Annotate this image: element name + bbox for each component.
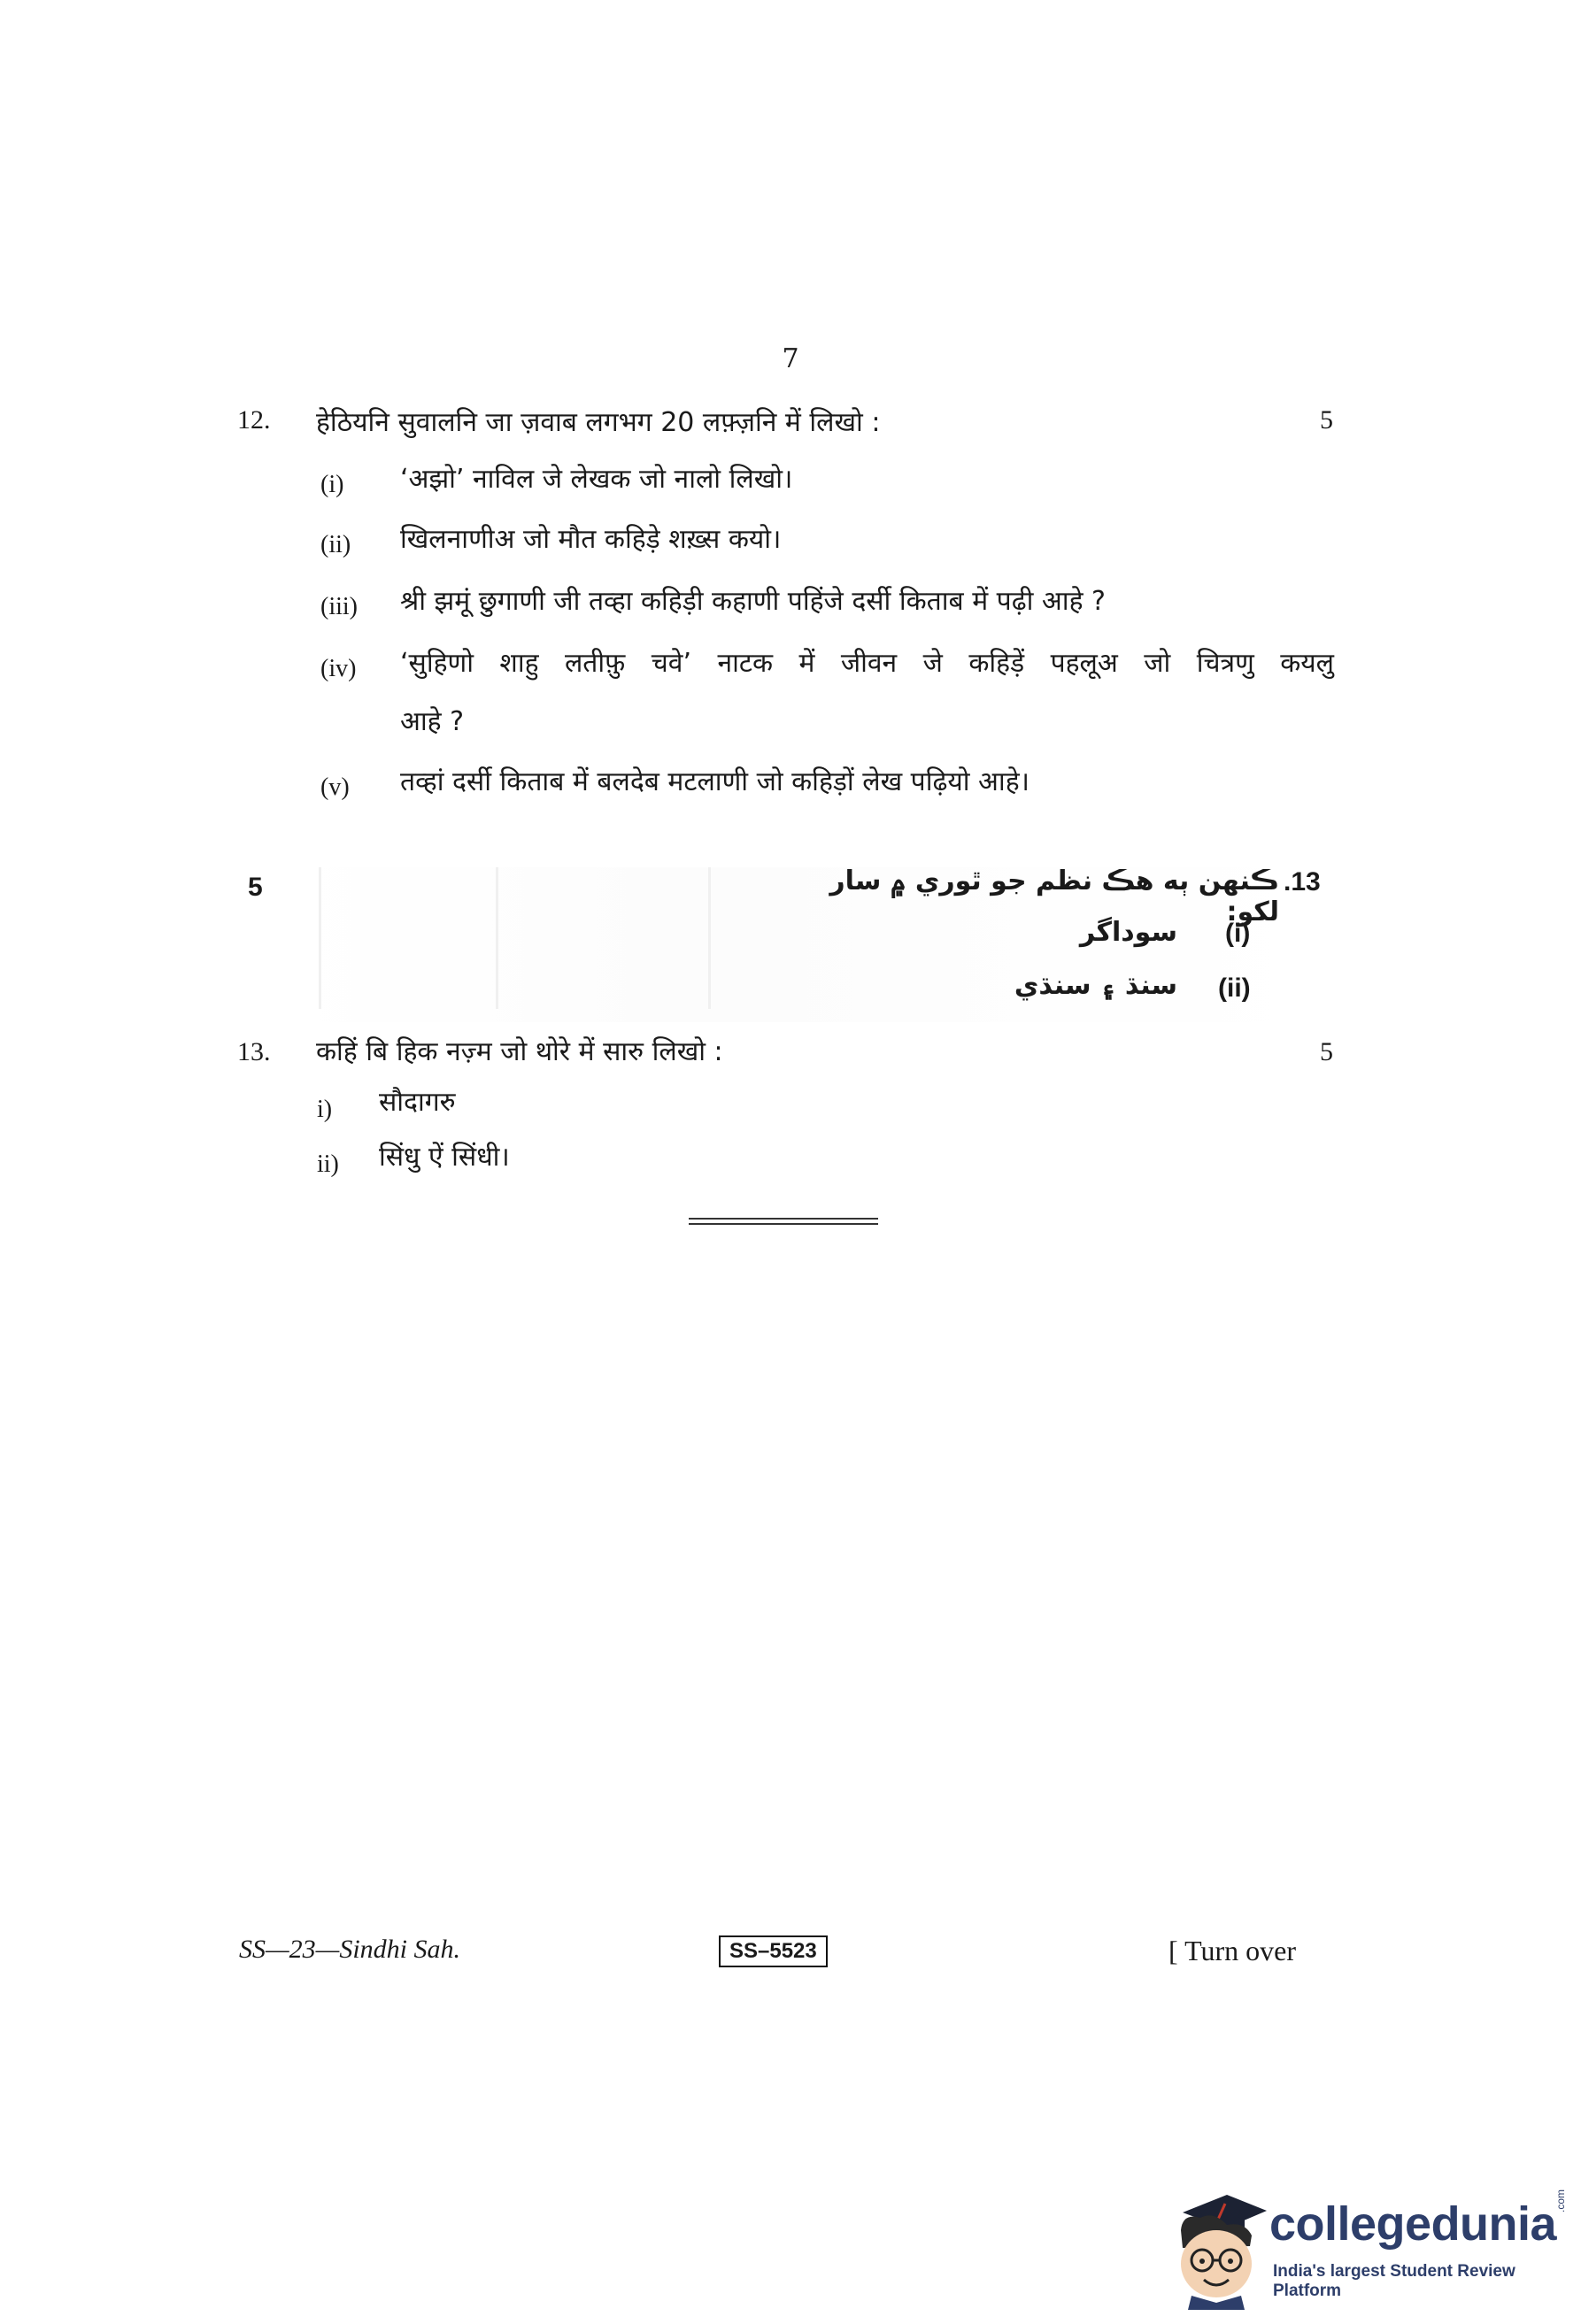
question-12-number: 12. — [237, 405, 271, 435]
sindhi-item-2-number: (ii) — [1218, 973, 1251, 1003]
sindhi-question-marks: 5 — [248, 873, 263, 902]
q13-item-2-number: ii) — [317, 1150, 339, 1178]
collegedunia-logo — [1165, 2177, 1567, 2310]
q13-item-1-number: i) — [317, 1096, 333, 1123]
question-13-text: कहिं बि हिक नज़्म जो थोरे में सारु लिखो : — [316, 1036, 723, 1067]
section-end-divider — [689, 1218, 878, 1225]
question-12-marks: 5 — [1320, 405, 1333, 435]
q12-item-3-text: श्री झमूं छुगाणी जी तव्हा कहिड़ी कहाणी पहिंजे दर्सी किताब में पढ़ी आहे ? — [400, 586, 1106, 617]
q13-item-2-text: सिंधु ऐं सिंधी। — [379, 1142, 510, 1173]
footer-paper-code: SS—23—Sindhi Sah. — [239, 1935, 461, 1964]
question-13-number: 13. — [237, 1037, 271, 1066]
sindhi-item-1-text: سوداگر — [1079, 917, 1177, 948]
q13-item-1-text: सौदागरु — [379, 1087, 456, 1118]
logo-tagline: India's largest Student Review Platform — [1273, 2262, 1515, 2300]
student-mascot-icon — [1165, 2177, 1271, 2310]
sindhi-item-1-number: (i) — [1225, 919, 1251, 948]
logo-wordmark: collegedunia — [1269, 2197, 1557, 2251]
page-number: 7 — [782, 343, 799, 374]
footer-booklet-code: SS–5523 — [719, 1935, 828, 1967]
question-12-text: हेठियनि सुवालनि जा ज़वाब लगभग 20 लफ़्ज़नि में लिखो : — [316, 407, 881, 438]
question-13-marks: 5 — [1320, 1037, 1333, 1066]
q12-item-1-text: ‘अझो’ नाविल जे लेखक जो नालो लिखो। — [400, 464, 793, 495]
q12-item-2-number: (ii) — [320, 531, 351, 558]
q12-item-4-text-line2: आहे ? — [400, 706, 465, 737]
sindhi-item-2-text: سنڌ ۽ سنڌي — [1014, 970, 1177, 1001]
sindhi-question-number: .13 — [1284, 867, 1321, 897]
q12-item-1-number: (i) — [320, 471, 344, 498]
q12-item-4-text-line1: ‘सुहिणो शाहु लतीफ़ु चवे’ नाटक में जीवन जे कहिड़ें पहलूअ जो चित्रणु कयलु — [400, 648, 1334, 679]
q12-item-5-number: (v) — [320, 773, 350, 801]
q12-item-4-number: (iv) — [320, 655, 357, 682]
sindhi-question-text: ڪنهن ٻه هڪ نظم جو ٿوري ۾ سار لکو: — [829, 866, 1279, 927]
logo-domain-suffix: .com — [1554, 2189, 1567, 2212]
footer-turn-over: [ Turn over — [1168, 1935, 1297, 1966]
q12-item-3-number: (iii) — [320, 593, 358, 620]
q12-item-5-text: तव्हां दर्सी किताब में बलदेब मटलाणी जो कहिड़ों लेख पढ़ियो आहे। — [400, 766, 1030, 797]
q12-item-2-text: खिलनाणीअ जो मौत कहिड़े शख़्स कयो। — [400, 524, 782, 555]
